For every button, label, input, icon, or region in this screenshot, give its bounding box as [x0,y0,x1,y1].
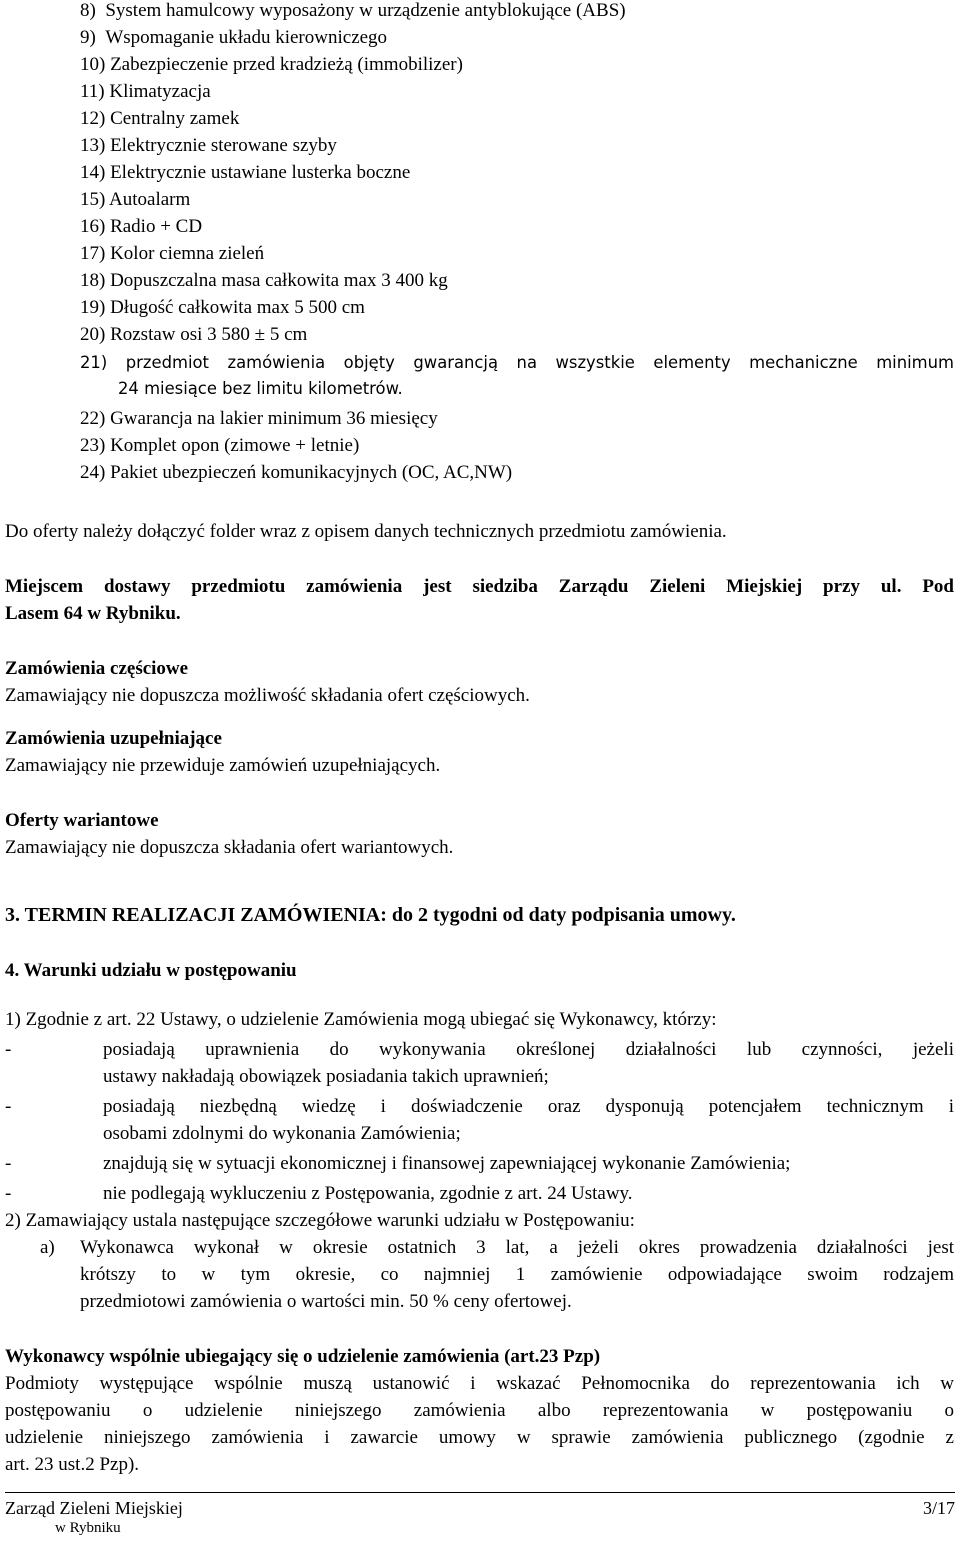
list-item: 9) Wspomaganie układu kierowniczego [80,27,388,48]
conditions-2-intro: 2) Zamawiający ustala następujące szczegółowe warunki udziału w Postępowaniu: [5,1210,635,1231]
section-3-heading: 3. TERMIN REALIZACJI ZAMÓWIENIA: do 2 tygodni od daty podpisania umowy. [5,904,736,926]
list-item: 8) System hamulcowy wyposażony w urządzenie antyblokujące (ABS) [80,0,626,21]
dash-marker: - [5,1096,12,1117]
dash-item-2-line2: osobami zdolnymi do wykonania Zamówienia; [103,1123,461,1144]
partial-orders-heading: Zamówienia częściowe [5,658,189,679]
delivery-line2: Lasem 64 w Rybniku. [5,603,181,624]
dash-marker: - [5,1039,12,1060]
folder-note: Do oferty należy dołączyć folder wraz z opisem danych technicznych przedmiotu zamówienia. [5,521,727,542]
list-item: 22) Gwarancja na lakier minimum 36 miesięcy [80,408,438,429]
supplementary-orders-text: Zamawiający nie przewiduje zamówień uzupełniających. [5,755,441,776]
list-item: 18) Dopuszczalna masa całkowita max 3 400 kg [80,270,448,291]
list-item: 12) Centralny zamek [80,108,240,129]
variant-offers-text: Zamawiający nie dopuszcza składania ofert wariantowych. [5,837,454,858]
list-item: 16) Radio + CD [80,216,203,237]
dash-marker: - [5,1183,12,1204]
dash-item-3: znajdują się w sytuacji ekonomicznej i finansowej zapewniającej wykonanie Zamówienia; [103,1153,791,1174]
joint-bidders-line4: art. 23 ust.2 Pzp). [5,1454,140,1475]
footer-city: w Rybniku [55,1520,121,1536]
delivery-line1: Miejscem dostawy przedmiotu zamówienia jest siedziba Zarządu Zieleni Miejskiej przy ul. Pod [5,576,954,597]
list-item: 13) Elektrycznie sterowane szyby [80,135,337,156]
list-item: 14) Elektrycznie ustawiane lusterka boczne [80,162,411,183]
section-4-heading: 4. Warunki udziału w postępowaniu [5,960,297,981]
variant-offers-heading: Oferty wariantowe [5,810,159,831]
partial-orders-text: Zamawiający nie dopuszcza możliwość składania ofert częściowych. [5,685,530,706]
condition-a-line1: Wykonawca wykonał w okresie ostatnich 3 lat, a jeżeli okres prowadzenia działalności jest [80,1237,954,1258]
list-item-warranty-line1: 21) przedmiot zamówienia objęty gwarancją na wszystkie elementy mechaniczne minimum [80,353,954,372]
supplementary-orders-heading: Zamówienia uzupełniające [5,728,222,749]
footer-divider [5,1492,955,1493]
dash-item-2-line1: posiadają niezbędną wiedzę i doświadczenie oraz dysponują potencjałem technicznym i [103,1096,954,1117]
condition-a-line2: krótszy to w tym okresie, co najmniej 1 zamówienie odpowiadające swoim rodzajem [80,1264,954,1285]
footer-page-number: 3/17 [922,1498,955,1518]
list-item: 24) Pakiet ubezpieczeń komunikacyjnych (OC, AC,NW) [80,462,513,483]
list-item: 11) Klimatyzacja [80,81,211,102]
list-item-warranty-line2: 24 miesiące bez limitu kilometrów. [118,379,403,398]
joint-bidders-line1: Podmioty występujące wspólnie muszą ustanowić i wskazać Pełnomocnika do reprezentowania ich w [5,1373,954,1394]
list-item: 15) Autoalarm [80,189,191,210]
joint-bidders-line2: postępowaniu o udzielenie niniejszego zamówienia albo reprezentowania w postępowaniu o [5,1400,954,1421]
list-item: 10) Zabezpieczenie przed kradzieżą (immobilizer) [80,54,463,75]
joint-bidders-line3: udzielenie niniejszego zamówienia i zawarcie umowy w sprawie zamówienia publicznego (zgodnie z [5,1427,954,1448]
conditions-1-intro: 1) Zgodnie z art. 22 Ustawy, o udzielenie Zamówienia mogą ubiegać się Wykonawcy, którzy: [5,1009,717,1030]
dash-item-1-line2: ustawy nakładają obowiązek posiadania takich uprawnień; [103,1066,549,1087]
list-item: 17) Kolor ciemna zieleń [80,243,265,264]
joint-bidders-heading: Wykonawcy wspólnie ubiegający się o udzielenie zamówienia (art.23 Pzp) [5,1346,601,1367]
dash-marker: - [5,1153,12,1174]
dash-item-4: nie podlegają wykluczeniu z Postępowania, zgodnie z art. 24 Ustawy. [103,1183,633,1204]
dash-item-1-line1: posiadają uprawnienia do wykonywania określonej działalności lub czynności, jeżeli [103,1039,954,1060]
list-item: 23) Komplet opon (zimowe + letnie) [80,435,360,456]
condition-a-line3: przedmiotowi zamówienia o wartości min. 50 % ceny ofertowej. [80,1291,572,1312]
list-item: 19) Długość całkowita max 5 500 cm [80,297,365,318]
list-item: 20) Rozstaw osi 3 580 ± 5 cm [80,324,308,345]
footer-organization: Zarząd Zieleni Miejskiej [5,1498,183,1518]
condition-a-marker: a) [40,1237,55,1258]
